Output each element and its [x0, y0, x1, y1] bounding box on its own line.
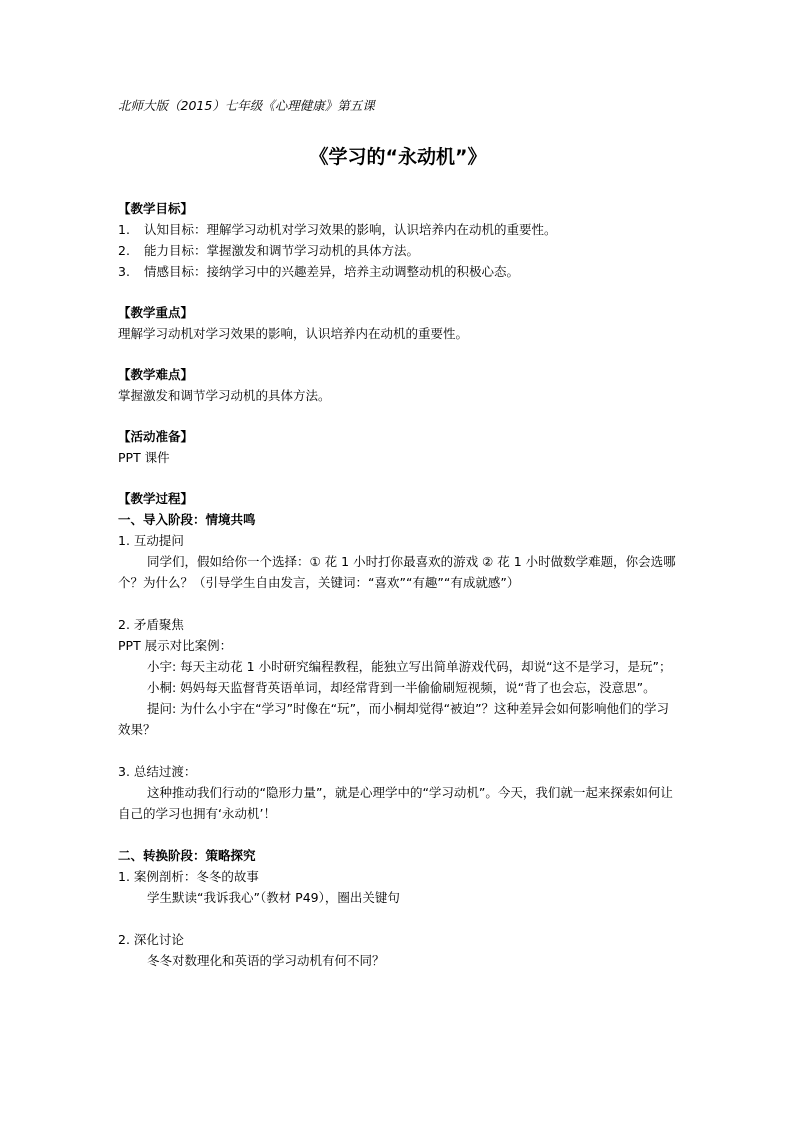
- step-title: 2. 深化讨论: [118, 932, 184, 947]
- difficulties-heading: 【教学难点】: [118, 367, 194, 382]
- document-subtitle: 北师大版（2015）七年级《心理健康》第五课: [118, 98, 375, 113]
- objective-item: [118, 219, 678, 240]
- stage-two-title: 二、转换阶段：策略探究: [118, 848, 256, 863]
- difficulties-section: [118, 364, 678, 406]
- document-title: 《学习的“永动机”》: [309, 146, 487, 168]
- objectives-heading: 【教学目标】: [118, 201, 194, 216]
- objective-text: 情感目标：接纳学习中的兴趣差异，培养主动调整动机的积极心态。: [144, 264, 520, 279]
- step-text: 学生默读“我诉我心”（教材 P49），圈出关键句: [147, 890, 400, 905]
- objective-text: 能力目标：掌握激发和调节学习动机的具体方法。: [144, 243, 420, 258]
- key-points-text: 理解学习动机对学习效果的影响，认识培养内在动机的重要性。: [118, 326, 469, 341]
- step-title: 1. 互动提问: [118, 533, 184, 548]
- objective-number: 3.: [118, 264, 130, 279]
- key-points-heading: 【教学重点】: [118, 305, 194, 320]
- step-text: 这种推动我们行动的“隐形力量”，就是心理学中的“学习动机”。今天，我们就一起来探索如何让自己的学习也拥有‘永动机’！: [118, 785, 673, 821]
- step-title: 2. 矛盾聚焦: [118, 617, 184, 632]
- objective-text: 认知目标：理解学习动机对学习效果的影响，认识培养内在动机的重要性。: [144, 222, 557, 237]
- preparation-section: [118, 426, 678, 468]
- difficulties-text: 掌握激发和调节学习动机的具体方法。: [118, 388, 331, 403]
- objective-number: 2.: [118, 243, 130, 258]
- objective-number: 1.: [118, 222, 130, 237]
- question-text: 提问: 为什么小宇在“学习”时像在“玩”，而小桐却觉得“被迫”？这种差异会如何影响他们的学习效果？: [118, 701, 670, 737]
- step-text: 同学们，假如给你一个选择：① 花 1 小时打你最喜欢的游戏 ② 花 1 小时做数学难题，你会选哪个？为什么？（引导学生自由发言，关键词：“喜欢”“有趣”“有成就感”）: [118, 554, 676, 590]
- objective-item: [118, 240, 678, 261]
- document-page: [118, 96, 678, 971]
- stage-one-title: 一、导入阶段：情境共鸣: [118, 512, 256, 527]
- preparation-text: PPT 课件: [118, 450, 170, 465]
- preparation-heading: 【活动准备】: [118, 429, 194, 444]
- process-heading: 【教学过程】: [118, 491, 194, 506]
- process-section: [118, 488, 678, 971]
- objectives-section: [118, 198, 678, 282]
- key-points-section: [118, 302, 678, 344]
- case-text: 小桐: 妈妈每天监督背英语单词，却经常背到一半偷偷刷短视频，说“背了也会忘，没意思”。: [147, 680, 656, 695]
- case-text: 小宇: 每天主动花 1 小时研究编程教程，能独立写出简单游戏代码，却说“这不是学习，是玩”；: [147, 659, 672, 674]
- step-title: 1. 案例剖析：冬冬的故事: [118, 869, 259, 884]
- objective-item: [118, 261, 678, 282]
- step-text: 冬冬对数理化和英语的学习动机有何不同？: [147, 953, 385, 968]
- step-title: 3. 总结过渡：: [118, 764, 197, 779]
- step-intro: PPT 展示对比案例：: [118, 638, 233, 653]
